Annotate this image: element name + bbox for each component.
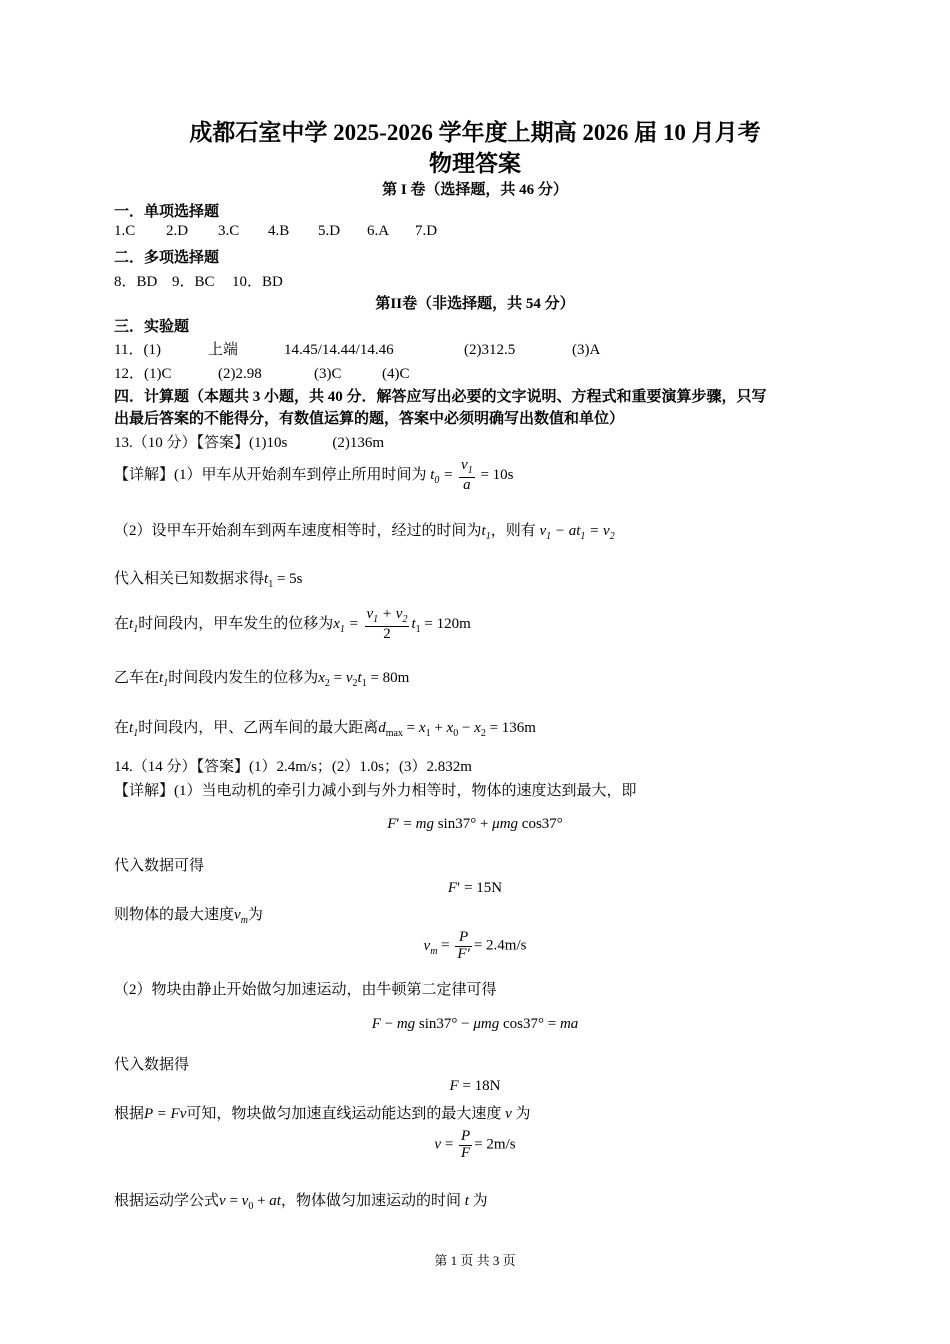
formula: $t_1$	[481, 523, 491, 542]
text: 时间段内，甲、乙两车间的最大距离	[138, 720, 379, 736]
formula: $t_1 = 5s$	[264, 571, 303, 590]
q13-line1	[114, 458, 514, 493]
q14-sub2: 代入数据得	[114, 1057, 190, 1073]
q12-answers	[114, 362, 410, 383]
multi-answers	[114, 270, 283, 291]
text: 在	[114, 616, 130, 633]
text: （2）设甲车开始刹车到两车速度相等时，经过的时间为	[114, 523, 482, 539]
part2-heading: 第II卷（非选择题，共 54 分）	[375, 296, 575, 312]
text: ，则有	[490, 523, 536, 539]
page-footer: 第 1 页 共 3 页	[434, 1253, 516, 1268]
answer: 3.C	[218, 223, 240, 239]
q13-line5	[114, 666, 409, 689]
formula-result: = 10s	[480, 467, 514, 484]
text: 时间段内发生的位移为	[168, 670, 319, 686]
q13-line6	[114, 716, 536, 739]
part1-heading: 第 I 卷（选择题，共 46 分）	[382, 182, 568, 198]
q13-line3	[114, 567, 302, 590]
q14-header: 14.（14 分）【答案】(1）2.4m/s；(2）1.0s；(3）2.832m	[114, 759, 472, 775]
text: ，物体做匀加速运动的时间	[280, 1193, 461, 1209]
q14-eq5: F = 18N	[449, 1078, 501, 1094]
formula: $t_1$	[129, 720, 139, 739]
answer: 4.B	[268, 223, 290, 239]
q14-eq1: F′ = mg sin37° + μmg cos37°	[387, 816, 563, 832]
text: 根据运动学公式	[114, 1193, 220, 1209]
q14-eq3: $v_m$ = $\frac{P}{F'}$ = 2.4m/s	[423, 929, 527, 962]
formula: P = Fv	[144, 1106, 187, 1122]
answer: 10．BD	[232, 274, 283, 290]
text: 可知，物块做匀加速直线运动能达到的最大速度	[186, 1106, 502, 1122]
q13-line2	[114, 519, 615, 542]
q12-part: (3)C	[314, 366, 342, 382]
text: 为	[247, 907, 263, 923]
q11-part: (3)A	[572, 342, 601, 358]
q11-answers	[114, 338, 600, 359]
q12-part: 12．(1)C	[114, 366, 172, 382]
text: 为	[515, 1106, 531, 1122]
text: 根据	[114, 1106, 145, 1122]
answer: 8．BD	[114, 274, 158, 290]
formula: $x_2 = v_2t_1 = 80m$	[318, 670, 410, 689]
section4-heading-line2: 出最后答案的不能得分，有数值运算的题，答案中必须明确写出数值和单位）	[114, 411, 625, 427]
answer: 7.D	[415, 223, 438, 239]
q11-part: 14.45/14.44/14.46	[284, 342, 394, 358]
text: 为	[472, 1193, 488, 1209]
formula: $t_1 = 120m$	[411, 616, 471, 636]
formula: t	[460, 1193, 473, 1209]
q11-part: (2)312.5	[464, 342, 516, 358]
q14-line4	[114, 1102, 531, 1123]
q14-sub1: 代入数据可得	[114, 858, 205, 874]
q13-header: 13.（10 分）【答案】(1)10s (2)136m	[114, 435, 384, 451]
text: 代入相关已知数据求得	[114, 571, 265, 587]
q14-eq2: F′ = 15N	[447, 880, 503, 896]
q14-line5	[114, 1189, 488, 1212]
q12-part: (4)C	[382, 366, 410, 382]
q14-eq4: F − mg sin37° − μmg cos37° = ma	[371, 1016, 579, 1032]
text: 时间段内，甲车发生的位移为	[138, 616, 334, 633]
section3-heading: 三．实验题	[114, 319, 190, 335]
q13-line4	[114, 607, 471, 642]
formula: $d_{max} = x_1 + x_0 - x_2 = 136m$	[378, 720, 536, 739]
formula-t0: $t_0$ =	[430, 467, 454, 487]
answer: 9．BC	[172, 274, 215, 290]
formula: $v_1 - at_1 = v_2$	[539, 523, 615, 542]
q14-line3: （2）物块由静止开始做匀加速运动，由牛顿第二定律可得	[114, 982, 497, 998]
formula: $t_1$	[159, 670, 169, 689]
fraction: $\frac{v_1}{a}$	[461, 457, 473, 493]
text: 在	[114, 720, 130, 736]
q14-line2	[114, 903, 263, 926]
text: 【详解】(1）甲车从开始刹车到停止所用时间为	[114, 467, 427, 484]
q14-eq6: v = $\frac{P}{F}$ = 2m/s	[434, 1128, 516, 1161]
doc-title: 成都石室中学 2025-2026 学年度上期高 2026 届 10 月月考	[189, 120, 761, 145]
section2-heading: 二．多项选择题	[114, 250, 220, 266]
answer: 6.A	[367, 223, 390, 239]
doc-subtitle: 物理答案	[429, 151, 521, 176]
section4-heading-line1: 四．计算题（本题共 3 小题，共 40 分．解答应写出必要的文字说明、方程式和重要演算步骤，只写	[114, 389, 767, 405]
text: 则物体的最大速度	[114, 907, 235, 923]
answer: 1.C	[114, 223, 136, 239]
formula: $x_1$ =	[333, 616, 359, 636]
formula: $v_m$	[234, 907, 248, 926]
formula: $v = v_0$ + at	[219, 1193, 281, 1212]
fraction: $\frac{v_1 + v_2}{2}$	[366, 606, 408, 642]
q11-part: 11．(1)	[114, 342, 161, 358]
formula: $t_1$	[129, 616, 139, 636]
q11-part: 上端	[208, 342, 239, 358]
section1-heading: 一．单项选择题	[114, 204, 220, 220]
q12-part: (2)2.98	[218, 366, 262, 382]
answer: 2.D	[166, 223, 189, 239]
single-answers	[114, 223, 437, 240]
answer: 5.D	[318, 223, 341, 239]
q14-line1: 【详解】(1）当电动机的牵引力减小到与外力相等时，物体的速度达到最大，即	[114, 783, 637, 799]
text: 乙车在	[114, 670, 160, 686]
formula: v	[501, 1106, 516, 1122]
